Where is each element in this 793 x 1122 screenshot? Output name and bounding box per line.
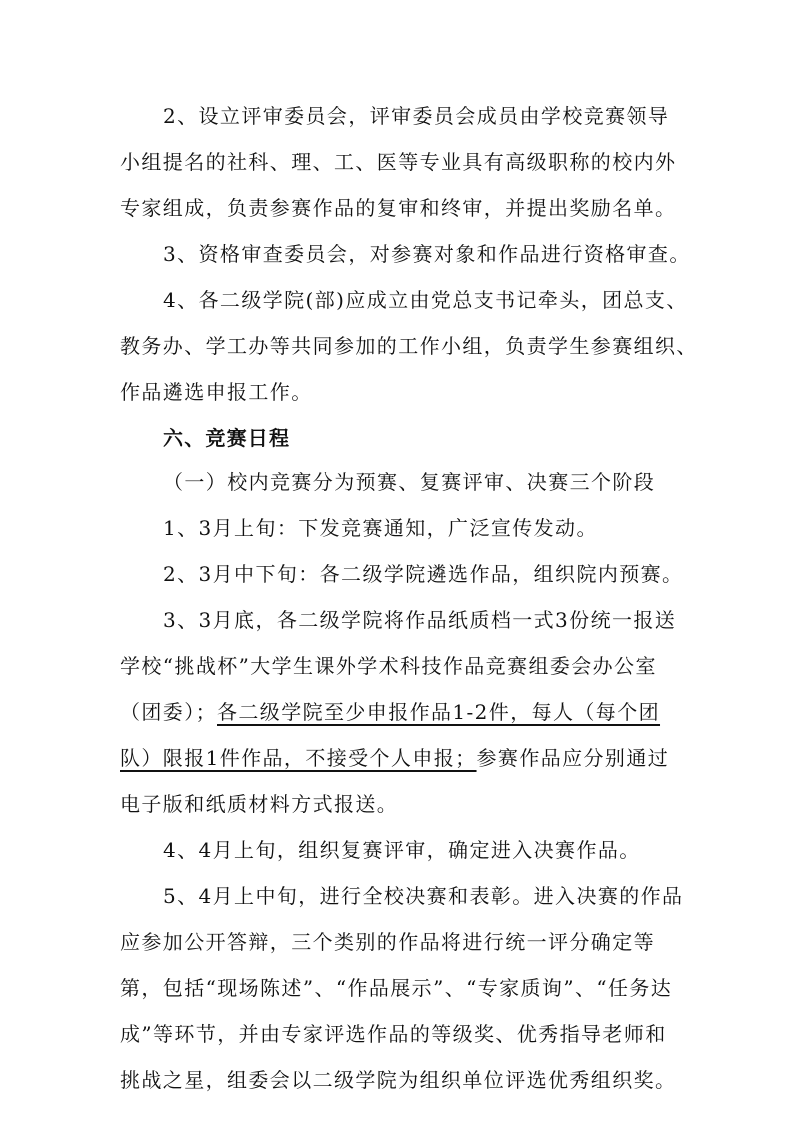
underlined-requirement-part-2: 队）限报1件作品，不接受个人申报； xyxy=(120,746,477,770)
schedule-item-4: 4、4月上旬，组织复赛评审，确定进入决赛作品。 xyxy=(163,838,641,862)
schedule-item-5-line-5: 挑战之星，组委会以二级学院为组织单位评选优秀组织奖。 xyxy=(120,1068,677,1092)
schedule-item-5-line-1: 5、4月上中旬，进行全校决赛和表彰。进入决赛的作品 xyxy=(163,884,684,908)
paragraph-2-line-3: 专家组成，负责参赛作品的复审和终审，并提出奖励名单。 xyxy=(120,196,677,220)
paragraph-2-line-2: 小组提名的社科、理、工、医等专业具有高级职称的校内外 xyxy=(120,150,677,174)
schedule-item-5-line-3: 第，包括“现场陈述”、“作品展示”、“专家质询”、“任务达 xyxy=(120,976,673,1000)
section-heading-schedule: 六、竞赛日程 xyxy=(163,426,291,450)
line-4-suffix: 参赛作品应分别通过 xyxy=(476,746,670,770)
schedule-item-3-line-2: 学校“挑战杯”大学生课外学术科技作品竞赛组委会办公室 xyxy=(120,654,657,678)
schedule-item-5-line-4: 成”等环节，并由专家评选作品的等级奖、优秀指导老师和 xyxy=(120,1022,667,1046)
schedule-item-1: 1、3月上旬：下发竞赛通知，广泛宣传发动。 xyxy=(163,516,598,540)
paragraph-4-line-3: 作品遴选申报工作。 xyxy=(120,380,313,404)
schedule-item-3-line-5: 电子版和纸质材料方式报送。 xyxy=(120,792,399,816)
paragraph-4-line-1: 4、各二级学院(部)应成立由党总支书记牵头，团总支、 xyxy=(163,288,688,312)
schedule-item-3-line-4 xyxy=(120,744,680,772)
schedule-item-2: 2、3月中下旬：各二级学院遴选作品，组织院内预赛。 xyxy=(163,562,684,586)
schedule-item-5-line-2: 应参加公开答辩，三个类别的作品将进行统一评分确定等 xyxy=(120,930,655,954)
underlined-requirement-part-1: 各二级学院至少申报作品1-2件，每人（每个团 xyxy=(217,700,661,724)
paragraph-2-line-1: 2、设立评审委员会，评审委员会成员由学校竞赛领导 xyxy=(163,104,670,128)
subsection-stages: （一）校内竞赛分为预赛、复赛评审、决赛三个阶段 xyxy=(163,470,656,494)
line-3-prefix: （团委）； xyxy=(120,700,217,724)
schedule-item-3-line-1: 3、3月底，各二级学院将作品纸质档一式3份统一报送 xyxy=(163,608,677,632)
schedule-item-3-line-3 xyxy=(120,698,680,726)
paragraph-3-line-1: 3、资格审查委员会，对参赛对象和作品进行资格审查。 xyxy=(163,242,691,266)
paragraph-4-line-2: 教务办、学工办等共同参加的工作小组，负责学生参赛组织、 xyxy=(120,334,698,358)
